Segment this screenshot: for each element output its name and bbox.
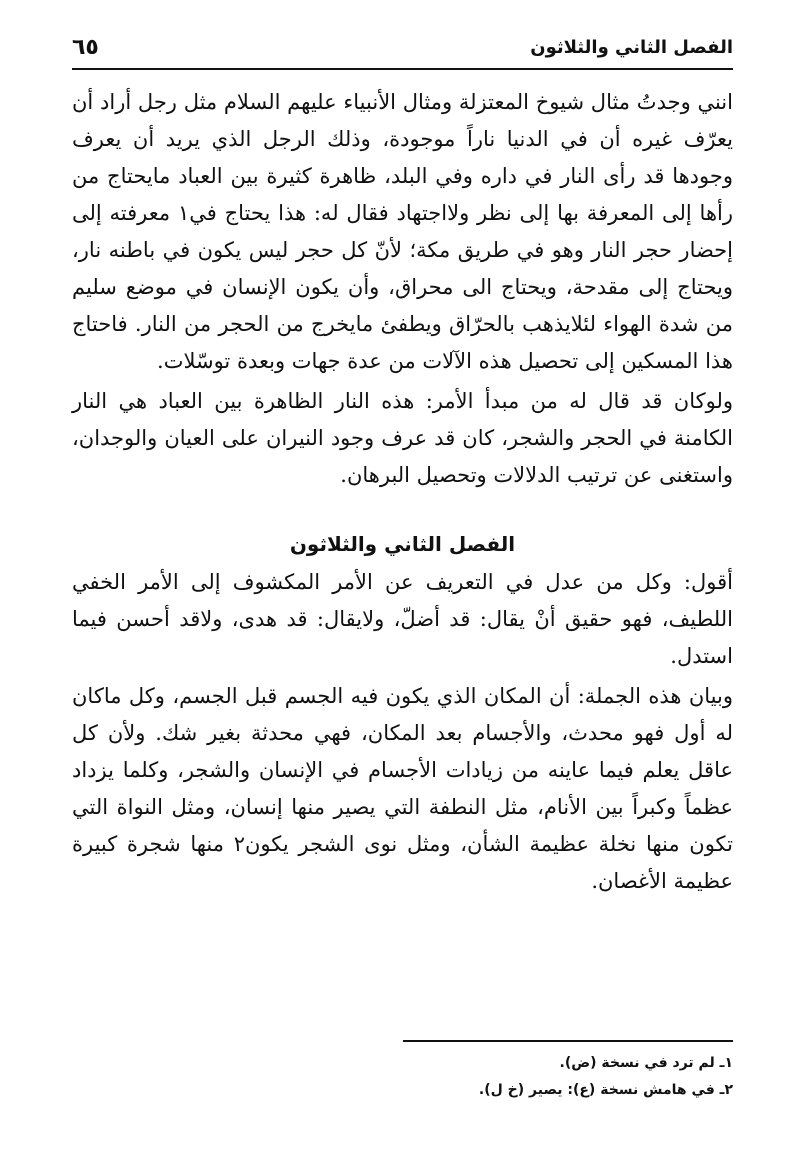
footnote-1: ١ـ لم ترد في نسخة (ض). [559,1055,733,1071]
paragraph-3: أقول: وكل من عدل في التعريف عن الأمر المكشوف إلى الأمر الخفي اللطيف، فهو حقيق أنْ يقال: قد أضلّ، ولايقال: قد هدى، ولاقد أحسن فيما استدل. [72,570,733,668]
body-text [72,84,733,903]
paragraph-4: وبيان هذه الجملة: أن المكان الذي يكون فيه الجسم قبل الجسم، وكل ماكان له أول فهو محدث، والأجسام بعد المكان، فهي محدثة بغير شك. ولأن كل عاقل يعلم فيما عاينه من زيادات الأجسام في الإنسان والشجر، وكلما يزداد عظماً وكبراً بين الأنام، مثل النطفة التي يصير منها إنسان، ومثل النواة التي تكون منها نخلة عظيمة الشأن، ومثل نوى الشجر يكون٢ منها شجرة كبيرة عظيمة الأغصان. [72,684,733,893]
section-heading: الفصل الثاني والثلاثون [289,532,516,556]
footnotes [72,1050,733,1104]
footnote-rule [403,1040,733,1042]
paragraph-1: انني وجدتُ مثال شيوخ المعتزلة ومثال الأنبياء عليهم السلام مثل رجل أراد أن يعرّف غيره أن في الدنيا ناراً موجودة، وذلك الرجل الذي يريد أن يعرف وجودها قد رأى النار في داره وفي البلد، ظاهرة كثيرة بين العباد مايحتاج من رأها إلى المعرفة بها إلى نظر ولااجتهاد فقال له: هذا يحتاج في١ معرفته إلى إحضار حجر النار وهو في طريق مكة؛ لأنّ كل حجر ليس يكون في باطنه نار، ويحتاج إلى مقدحة، ويحتاج الى محراق، وأن يكون الإنسان في موضع سليم من شدة الهواء لئلايذهب بالحرّاق ويطفئ مايخرج من الحجر من النار. فاحتاج هذا المسكين إلى تحصيل هذه الآلات من عدة جهات وبعدة توسّلات. [72,90,734,373]
footnote-2: ٢ـ في هامش نسخة (ع): يصير (خ ل). [478,1082,733,1098]
running-title: الفصل الثاني والثلاثون [530,36,733,58]
header-rule [72,68,733,70]
page-header [72,30,733,64]
paragraph-2: ولوكان قد قال له من مبدأ الأمر: هذه النار الظاهرة بين العباد هي النار الكامنة في الحجر والشجر، كان قد عرف وجود النيران على العيان والوجدان، واستغنى عن ترتيب الدلالات وتحصيل البرهان. [72,389,733,487]
page-number: ٦٥ [72,34,99,60]
